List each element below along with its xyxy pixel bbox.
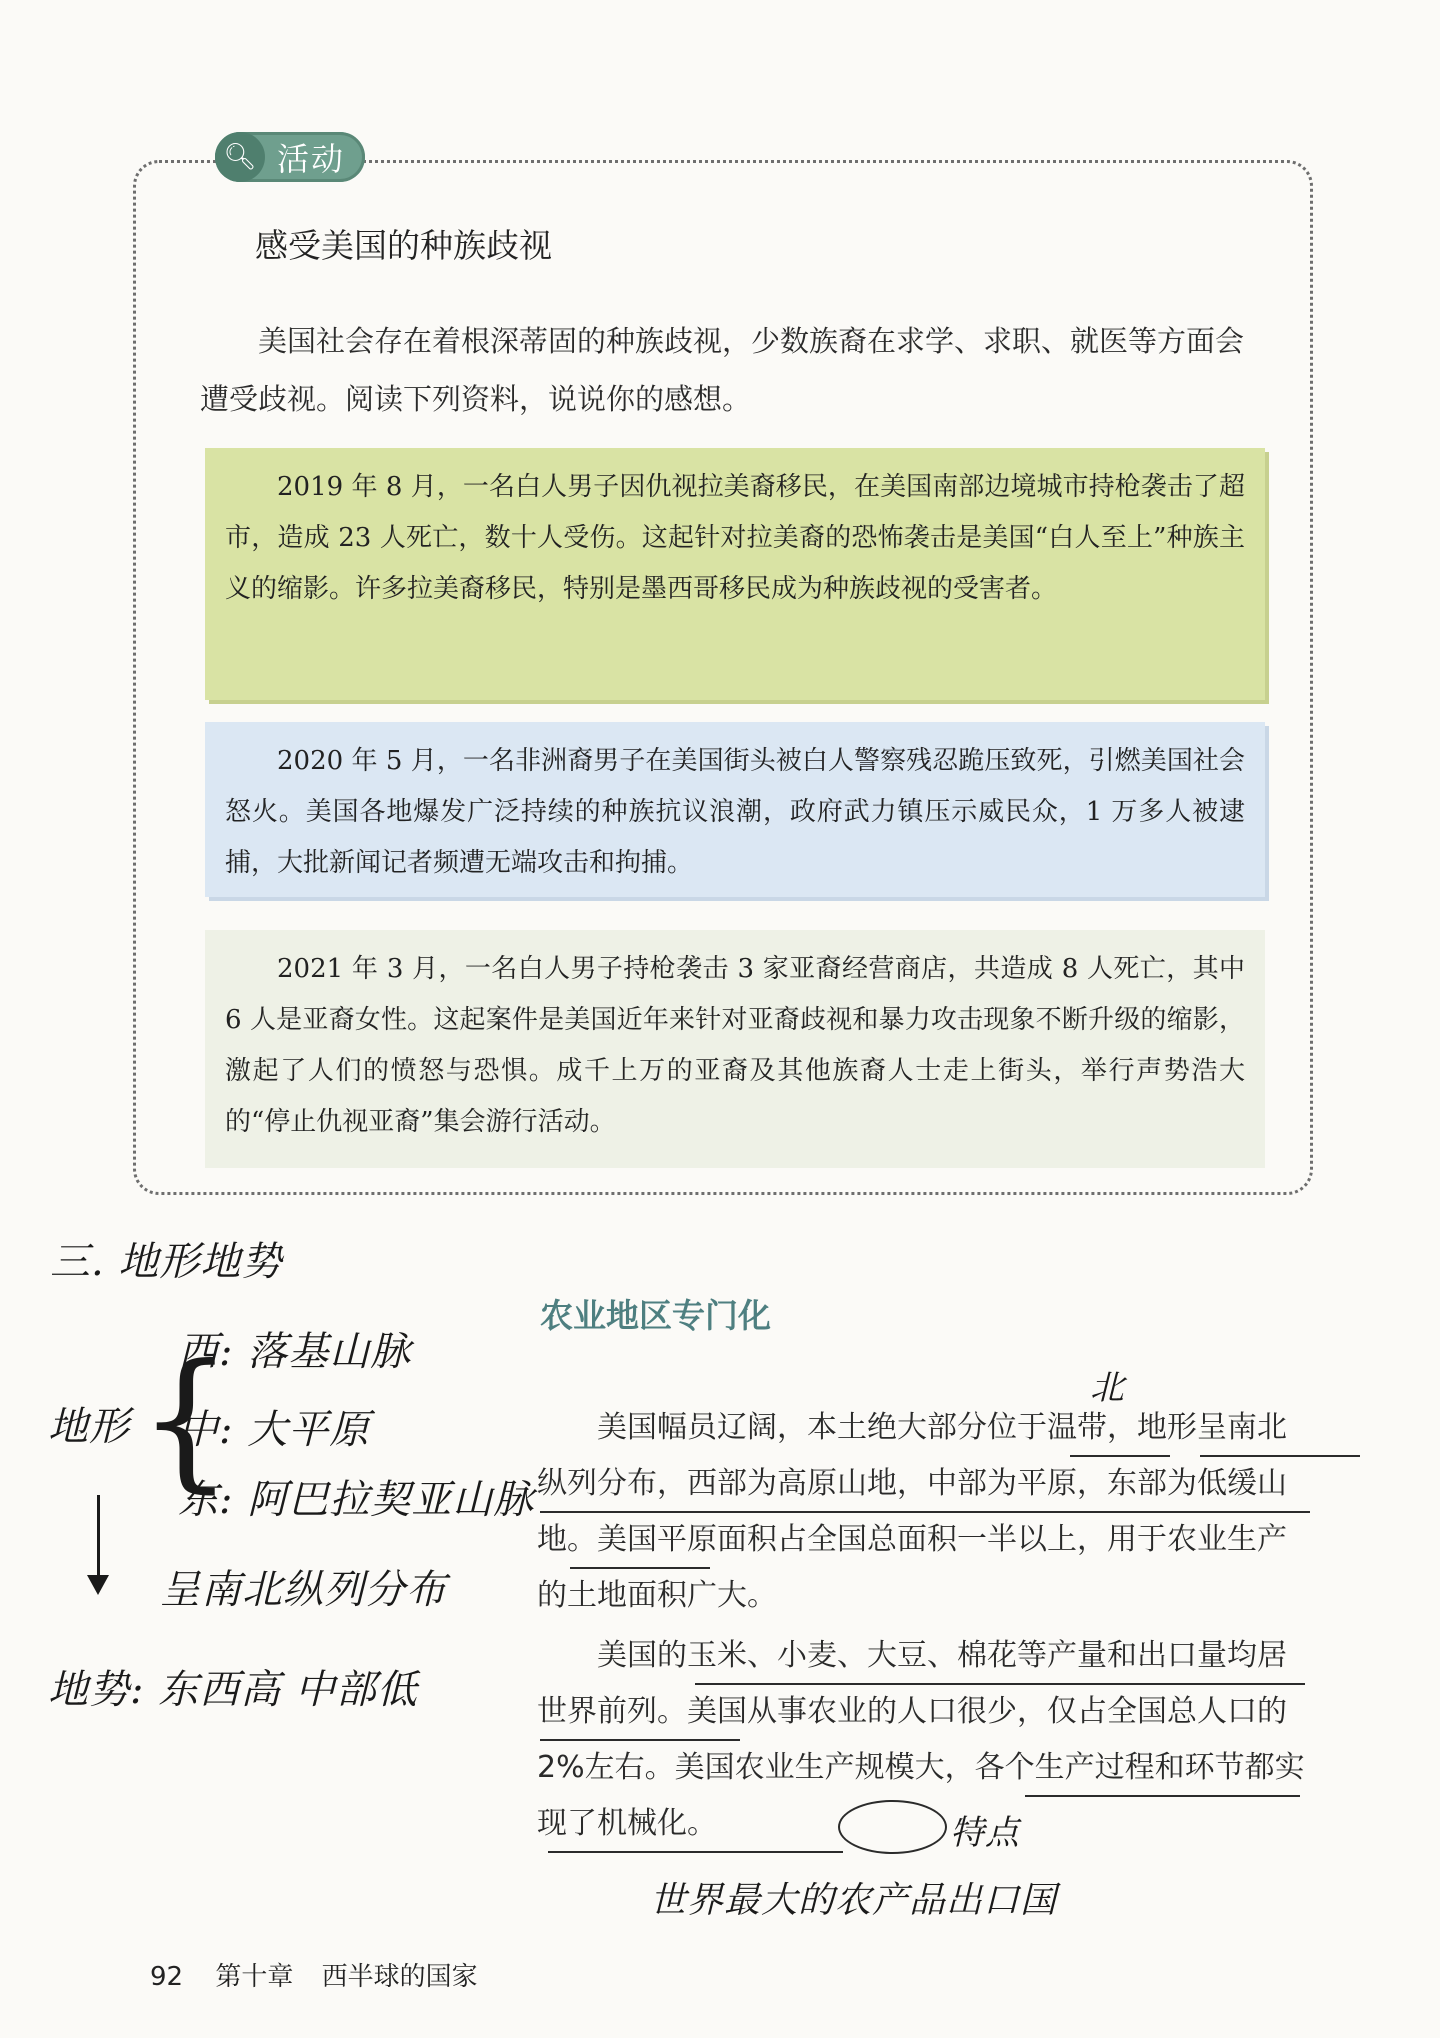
handwritten-feature: 特点 [950, 1813, 1020, 1853]
handwritten-brace: { [138, 1333, 234, 1507]
magnifier-icon: 🔍︎ [215, 132, 265, 182]
pen-underline [1025, 1795, 1300, 1797]
arrow-down-icon [87, 1575, 109, 1595]
handwritten-terrain-label: 地形 [48, 1404, 130, 1450]
chapter-number: 第十章 [215, 1962, 294, 1992]
activity-title: 感受美国的种族歧视 [255, 226, 552, 265]
handwritten-north: 北 [1090, 1368, 1125, 1408]
section-paragraph-1: 美国幅员辽阔，本土绝大部分位于温带，地形呈南北纵列分布，西部为高原山地，中部为平原，东部为低缓山地。美国平原面积占全国总面积一半以上，用于农业生产的土地面积广大。 [537, 1410, 1287, 1613]
handwritten-middle: 中: 大平原 [178, 1407, 371, 1453]
pen-underline [695, 1683, 1305, 1685]
activity-tab [215, 132, 365, 182]
activity-tab-label: 活动 [277, 140, 346, 178]
chapter-title: 西半球的国家 [321, 1962, 478, 1992]
activity-intro: 美国社会存在着根深蒂固的种族歧视，少数族裔在求学、求职、就医等方面会遭受歧视。阅读下列资料，说说你的感想。 [200, 324, 1245, 416]
reading-card-text: 2019 年 8 月，一名白人男子因仇视拉美裔移民，在美国南部边境城市持枪袭击了超市，造成 23 人死亡，数十人受伤。这起针对拉美裔的恐怖袭击是美国“白人至上”种族主义的缩影。许多拉美裔移民，特别是墨西哥移民成为种族歧视的受害者。 [225, 472, 1245, 604]
pen-underline [1200, 1455, 1360, 1457]
pen-underline [540, 1739, 740, 1741]
handwritten-heading: 三. 地形地势 [50, 1239, 283, 1285]
handwritten-distribution: 呈南北纵列分布 [160, 1567, 447, 1613]
pen-underline [570, 1567, 710, 1569]
section-paragraph-2: 美国的玉米、小麦、大豆、棉花等产量和出口量均居世界前列。美国从事农业的人口很少，仅占全国总人口的2%左右。美国农业生产规模大，各个生产过程和环节都实现了机械化。 [537, 1638, 1305, 1841]
page-footer [150, 1956, 478, 1993]
reading-card-text: 2021 年 3 月，一名白人男子持枪袭击 3 家亚裔经营商店，共造成 8 人死亡，其中 6 人是亚裔女性。这起案件是美国近年来针对亚裔歧视和暴力攻击现象不断升级的缩影，激起了人们的愤怒与恐惧。成千上万的亚裔及其他族裔人士走上街头，举行声势浩大的“停止仇视亚裔”集会游行活动。 [225, 954, 1245, 1137]
handwritten-exporter: 世界最大的农产品出口国 [650, 1880, 1058, 1921]
reading-card-text: 2020 年 5 月，一名非洲裔男子在美国街头被白人警察残忍跪压致死，引燃美国社会怒火。美国各地爆发广泛持续的种族抗议浪潮，政府武力镇压示威民众，1 万多人被逮捕，大批新闻记者频遭无端攻击和拘捕。 [225, 746, 1245, 878]
handwritten-elevation: 地势: 东西高 中部低 [48, 1667, 418, 1713]
pen-underline [1070, 1455, 1170, 1457]
handwritten-east: 东: 阿巴拉契亚山脉 [178, 1477, 535, 1523]
section-title: 农业地区专门化 [540, 1296, 771, 1335]
pen-underline [540, 1511, 1310, 1513]
pen-circle-mark [838, 1800, 947, 1854]
handwritten-west: 西: 落基山脉 [178, 1329, 412, 1375]
pen-underline [548, 1851, 843, 1853]
page-number: 92 [150, 1962, 184, 1992]
reading-card-2020 [205, 722, 1265, 897]
reading-card-2021 [205, 930, 1265, 1168]
reading-card-2019 [205, 448, 1265, 700]
